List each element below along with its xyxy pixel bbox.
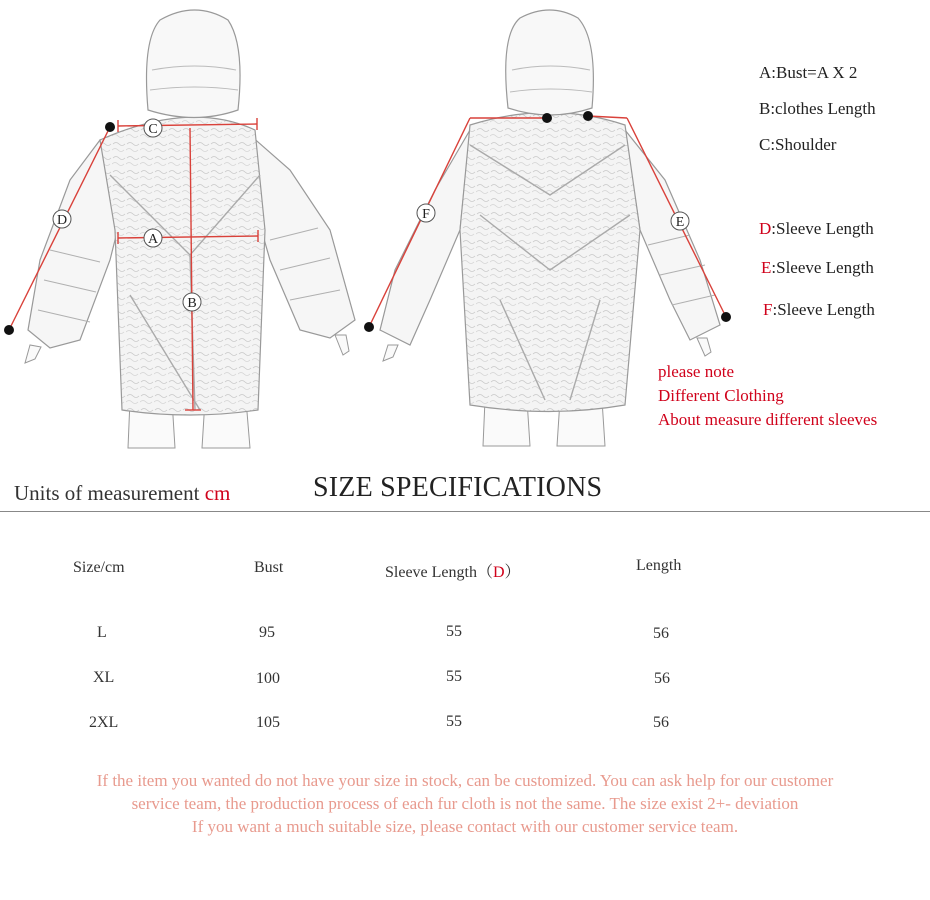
svg-text:D: D [56, 213, 68, 228]
sleeve-e-bottom-dot [721, 312, 731, 322]
column-header-length: Length [636, 557, 682, 574]
page-title: SIZE SPECIFICATIONS [313, 472, 603, 503]
legend-letter-d: D [759, 219, 772, 238]
column-header-bust: Bust [254, 559, 284, 576]
sleeve-header-label: Sleeve Length [385, 564, 477, 581]
sleeve-d-bottom-dot [4, 325, 14, 335]
units-value: cm [204, 481, 231, 505]
units-of-measurement [14, 481, 230, 506]
sleeve-header-close-paren: ） [504, 564, 521, 581]
legend-letter-e: E [761, 258, 772, 277]
legend-letter-f: F [763, 300, 773, 319]
table-cell-sleeve: 55 [446, 623, 462, 640]
table-cell-sleeve: 55 [446, 713, 462, 730]
note-line-3: About measure different sleeves [658, 410, 878, 429]
svg-text:E: E [675, 215, 685, 230]
marker-c [144, 119, 162, 137]
marker-f [417, 204, 435, 222]
marker-e [671, 212, 689, 230]
svg-text:B: B [187, 296, 197, 311]
footer-line-2: service team, the production process of each fur cloth is not the same. The size exist 2+- deviation [131, 794, 799, 813]
sleeve-header-open-paren: （ [476, 564, 493, 581]
table-cell-sleeve: 55 [446, 668, 462, 685]
table-cell-length: 56 [653, 625, 669, 642]
legend-text-f: :Sleeve Length [772, 300, 875, 319]
sleeve-header-letter: D [492, 564, 505, 581]
svg-text:C: C [148, 122, 158, 137]
legend-clothes-length: B:clothes Length [759, 99, 876, 118]
footer-line-3: If you want a much suitable size, please contact with our customer service team. [191, 817, 739, 836]
sleeve-d-top-dot [105, 122, 115, 132]
legend-sleeve-e [761, 258, 874, 278]
back-shoulder-left-dot [542, 113, 552, 123]
units-label: Units of measurement [14, 481, 205, 505]
legend-bust: A:Bust=A X 2 [759, 63, 858, 82]
legend-sleeve-d [759, 219, 874, 239]
legend-shoulder: C:Shoulder [759, 135, 837, 154]
marker-b [183, 293, 201, 311]
footer-line-1: If the item you wanted do not have your size in stock, can be customized. You can ask help for our customer [96, 771, 834, 790]
back-shoulder-right-dot [583, 111, 593, 121]
legend-sleeve-f [763, 300, 875, 320]
table-cell-length: 56 [653, 714, 669, 731]
legend-text-e: :Sleeve Length [771, 258, 874, 277]
column-header-size: Size/cm [73, 559, 125, 576]
marker-d [53, 210, 71, 228]
sleeve-f-bottom-dot [364, 322, 374, 332]
svg-text:A: A [147, 232, 159, 247]
table-cell-bust: 100 [256, 670, 280, 687]
table-cell-size: L [97, 624, 107, 641]
legend-text-d: :Sleeve Length [771, 219, 874, 238]
table-cell-bust: 105 [256, 714, 280, 731]
table-cell-size: XL [93, 669, 115, 686]
note-line-1: please note [658, 362, 734, 381]
marker-a [144, 229, 162, 247]
table-cell-length: 56 [654, 670, 670, 687]
svg-text:F: F [422, 207, 430, 222]
table-cell-bust: 95 [259, 624, 275, 641]
divider [0, 511, 930, 512]
table-cell-size: 2XL [89, 714, 119, 731]
note-line-2: Different Clothing [658, 386, 784, 405]
front-coat-sketch [25, 10, 355, 448]
column-header-sleeve [385, 559, 521, 582]
